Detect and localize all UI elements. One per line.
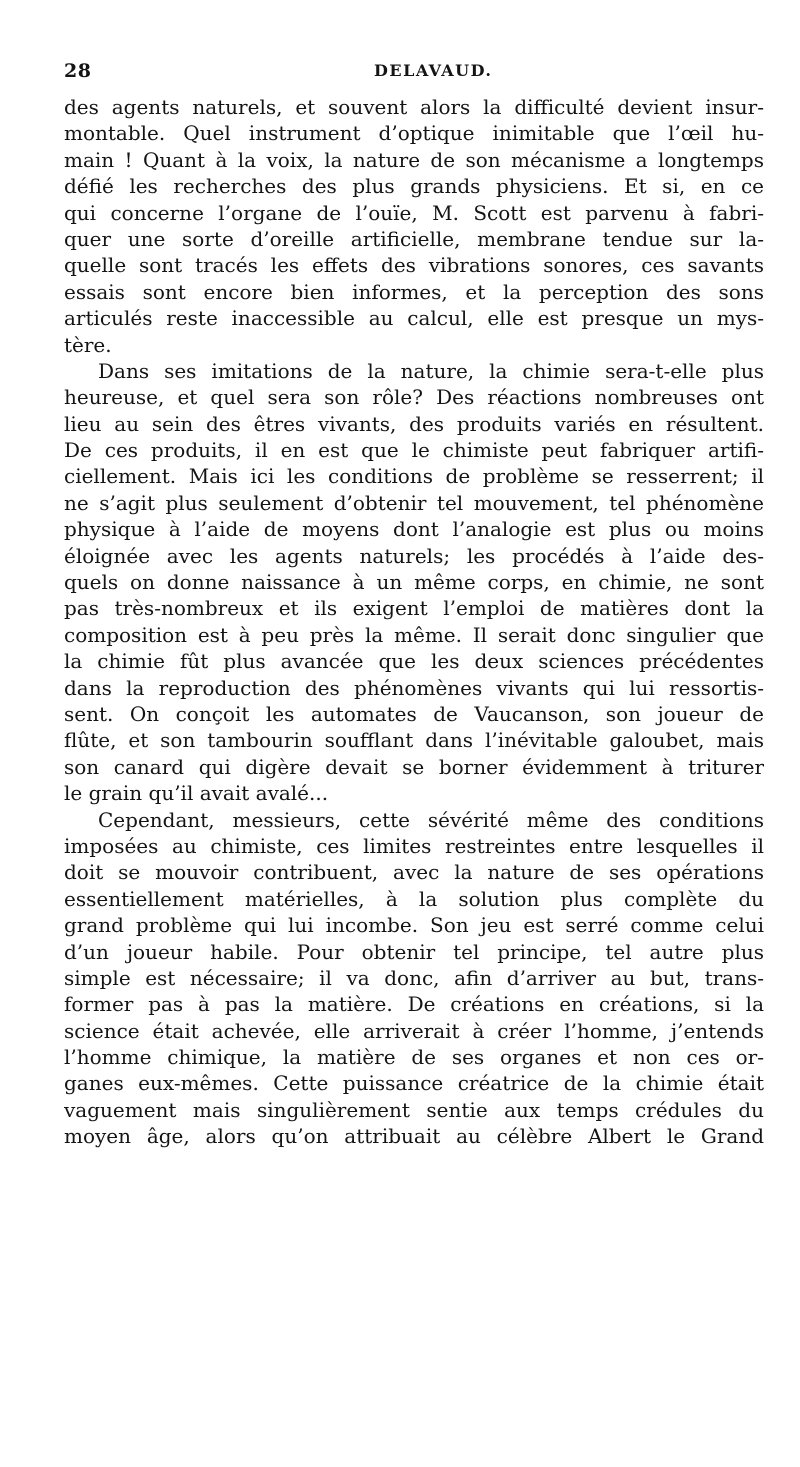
text-line: simple est nécessaire; il va donc, afin d’arriver au but, trans-	[64, 965, 764, 990]
text-line: Dans ses imitations de la nature, la chimie sera-t-elle plus	[98, 358, 764, 383]
text-line: le grain qu’il avait avalé...	[64, 781, 329, 806]
text-line: moyen âge, alors qu’on attribuait au célèbre Albert le Grand	[64, 1124, 764, 1149]
text-line: tère.	[64, 332, 112, 357]
text-line: pas très-nombreux et ils exigent l’emploi de matières dont la	[64, 596, 764, 621]
text-line: sent. On conçoit les automates de Vaucanson, son joueur de	[64, 701, 764, 726]
text-line: son canard qui digère devait se borner évidemment à triturer	[64, 754, 764, 779]
page-number: 28	[64, 60, 92, 82]
text-line: quels on donne naissance à un même corps, en chimie, ne sont	[64, 570, 764, 595]
text-line: heureuse, et quel sera son rôle? Des réactions nombreuses ont	[64, 385, 764, 410]
text-line: De ces produits, il en est que le chimiste peut fabriquer artifi-	[64, 438, 764, 463]
text-line: l’homme chimique, la matière de ses organes et non ces or-	[64, 1045, 764, 1070]
text-line: vaguement mais singulièrement sentie aux temps crédules du	[64, 1097, 764, 1122]
text-line: la chimie fût plus avancée que les deux sciences précédentes	[64, 649, 764, 674]
text-line: ganes eux-mêmes. Cette puissance créatrice de la chimie était	[64, 1071, 764, 1096]
text-line: doit se mouvoir contribuent, avec la nature de ses opérations	[64, 860, 764, 885]
text-line: physique à l’aide de moyens dont l’analogie est plus ou moins	[64, 517, 764, 542]
text-line: des agents naturels, et souvent alors la difficulté devient insur-	[64, 95, 764, 119]
text-line: composition est à peu près la même. Il serait donc singulier que	[64, 622, 764, 647]
text-line: montable. Quel instrument d’optique inimitable que l’œil hu-	[64, 121, 764, 146]
text-line: articulés reste inaccessible au calcul, elle est presque un mys-	[64, 306, 764, 331]
text-line: essentiellement matérielles, à la solution plus complète du	[64, 886, 764, 911]
text-line: ne s’agit plus seulement d’obtenir tel mouvement, tel phénomène	[64, 490, 764, 515]
running-head: DELAVAUD.	[374, 61, 493, 80]
text-line: éloignée avec les agents naturels; les procédés à l’aide des-	[64, 543, 764, 568]
text-line: former pas à pas la matière. De créations en créations, si la	[64, 992, 764, 1017]
page-header	[64, 60, 764, 90]
text-line: main ! Quant à la voix, la nature de son mécanisme a longtemps	[64, 147, 764, 172]
text-line: quer une sorte d’oreille artificielle, membrane tendue sur la-	[64, 226, 764, 251]
text-line: quelle sont tracés les effets des vibrations sonores, ces savants	[64, 253, 764, 278]
text-line: Cependant, messieurs, cette sévérité même des conditions	[98, 807, 764, 832]
text-line: défié les recherches des plus grands physiciens. Et si, en ce	[64, 174, 764, 199]
text-line: ciellement. Mais ici les conditions de problème se resserrent; il	[64, 464, 764, 489]
text-line: science était achevée, elle arriverait à créer l’homme, j’entends	[64, 1018, 764, 1043]
text-line: essais sont encore bien informes, et la perception des sons	[64, 279, 764, 304]
text-line: lieu au sein des êtres vivants, des produits variés en résultent.	[64, 411, 764, 436]
text-line: grand problème qui lui incombe. Son jeu est serré comme celui	[64, 913, 764, 938]
text-line: imposées au chimiste, ces limites restreintes entre lesquelles il	[64, 833, 764, 858]
text-line: qui concerne l’organe de l’ouïe, M. Scott est parvenu à fabri-	[64, 200, 764, 225]
text-line: flûte, et son tambourin soufflant dans l’inévitable galoubet, mais	[64, 728, 764, 753]
body-text	[64, 94, 764, 1150]
text-line: d’un joueur habile. Pour obtenir tel principe, tel autre plus	[64, 939, 764, 964]
text-line: dans la reproduction des phénomènes vivants qui lui ressortis-	[64, 675, 764, 700]
